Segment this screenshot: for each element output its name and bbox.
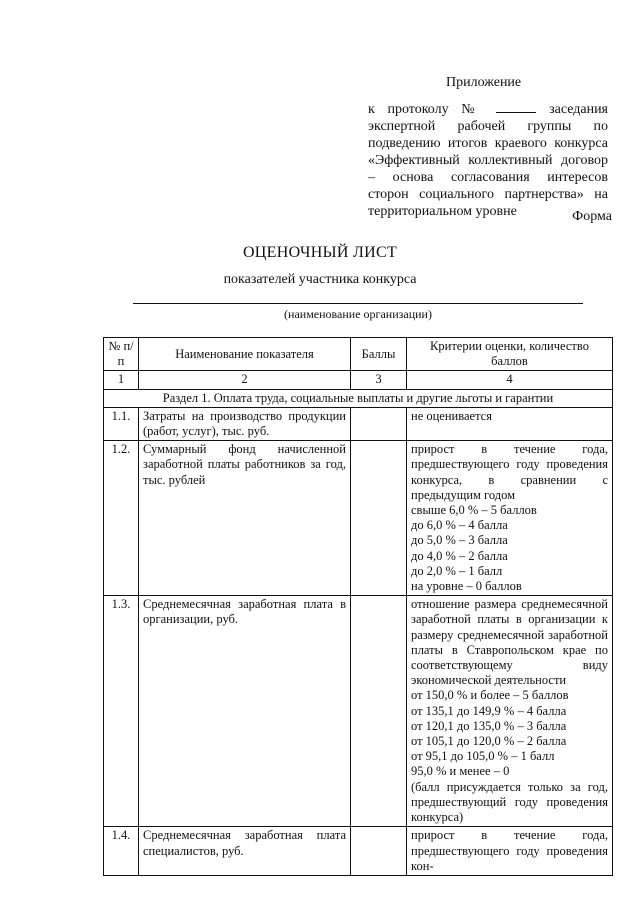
header-name: Наименование показателя bbox=[139, 338, 351, 371]
criteria-line: на уровне – 0 баллов bbox=[411, 579, 522, 594]
criteria-line: от 150,0 % и более – 5 баллов bbox=[411, 688, 569, 703]
row-criteria bbox=[407, 827, 613, 876]
row-num: 1.2. bbox=[104, 441, 139, 596]
criteria-note: (балл присуждается только за год, предшествующий году проведения конкурса) bbox=[411, 779, 608, 825]
annex-prefix: к протоколу № bbox=[368, 102, 484, 117]
criteria-scale bbox=[411, 503, 608, 594]
row-name: Среднемесячная заработная плата специалистов, руб. bbox=[139, 827, 351, 876]
criteria-text: прирост в течение года, предшествующего году проведения конкурса, в сравнении с предыдущим годом bbox=[411, 442, 608, 502]
row-num: 1.4. bbox=[104, 827, 139, 876]
row-num: 1.1. bbox=[104, 407, 139, 440]
criteria-line: от 105,1 до 120,0 % – 2 балла bbox=[411, 734, 567, 749]
evaluation-table bbox=[103, 337, 613, 876]
section-row bbox=[104, 389, 613, 407]
organization-name-line bbox=[133, 303, 583, 304]
table-row bbox=[104, 827, 613, 876]
col-number-3: 3 bbox=[351, 371, 407, 389]
header-points: Баллы bbox=[351, 338, 407, 371]
criteria-line: до 4,0 % – 2 балла bbox=[411, 548, 508, 563]
organization-caption: (наименование организации) bbox=[284, 307, 432, 321]
criteria-text: отношение размера среднемесячной заработной платы в организации к размеру среднемесячной заработной платы в Ставропольском крае по соответствующему виду экономической деятельности bbox=[411, 597, 608, 688]
criteria-line: свыше 6,0 % – 5 баллов bbox=[411, 503, 537, 518]
criteria-text: не оценивается bbox=[411, 408, 492, 423]
header-criteria: Критерии оценки, количество баллов bbox=[407, 338, 613, 371]
col-number-1: 1 bbox=[104, 371, 139, 389]
col-number-4: 4 bbox=[407, 371, 613, 389]
form-label: Форма bbox=[572, 209, 612, 224]
annex-title: Приложение bbox=[446, 75, 522, 90]
criteria-line: от 135,1 до 149,9 % – 4 балла bbox=[411, 703, 567, 718]
criteria-line: от 95,1 до 105,0 % – 1 балл bbox=[411, 749, 555, 764]
criteria-line: до 6,0 % – 4 балла bbox=[411, 518, 508, 533]
row-points bbox=[351, 407, 407, 440]
criteria-line: до 2,0 % – 1 балл bbox=[411, 563, 503, 578]
table-row bbox=[104, 441, 613, 596]
column-numbers-row bbox=[104, 371, 613, 389]
row-points bbox=[351, 441, 407, 596]
table-header-row bbox=[104, 338, 613, 371]
row-criteria bbox=[407, 441, 613, 596]
criteria-line: до 5,0 % – 3 балла bbox=[411, 533, 508, 548]
row-points bbox=[351, 596, 407, 827]
table-row bbox=[104, 596, 613, 827]
document-subtitle: показателей участника конкурса bbox=[223, 272, 417, 287]
row-name: Суммарный фонд начисленной заработной платы работников за год, тыс. рублей bbox=[139, 441, 351, 596]
criteria-line: 95,0 % и менее – 0 bbox=[411, 764, 510, 779]
row-name: Затраты на производство продукции (работ, услуг), тыс. руб. bbox=[139, 407, 351, 440]
col-number-2: 2 bbox=[139, 371, 351, 389]
criteria-scale bbox=[411, 688, 608, 779]
document-title: ОЦЕНОЧНЫЙ ЛИСТ bbox=[242, 244, 398, 261]
section-title: Раздел 1. Оплата труда, социальные выплаты и другие льготы и гарантии bbox=[104, 389, 613, 407]
criteria-line: от 120,1 до 135,0 % – 3 балла bbox=[411, 718, 567, 733]
row-points bbox=[351, 827, 407, 876]
row-num: 1.3. bbox=[104, 596, 139, 827]
annex-block bbox=[368, 74, 608, 220]
row-criteria bbox=[407, 407, 613, 440]
protocol-number-blank bbox=[496, 100, 536, 113]
annex-text bbox=[368, 100, 608, 220]
table-row bbox=[104, 407, 613, 440]
criteria-text: прирост в течение года, предшествующего году проведения кон- bbox=[411, 828, 608, 873]
header-num: № п/п bbox=[104, 338, 139, 371]
row-criteria bbox=[407, 596, 613, 827]
annex-body: заседания экспертной рабочей группы по подведению итогов краевого конкурса «Эффективный коллективный договор – основа согласования интересов сторон социального партнерства» на территориальном уровне bbox=[368, 102, 608, 219]
row-name: Среднемесячная заработная плата в организации, руб. bbox=[139, 596, 351, 827]
